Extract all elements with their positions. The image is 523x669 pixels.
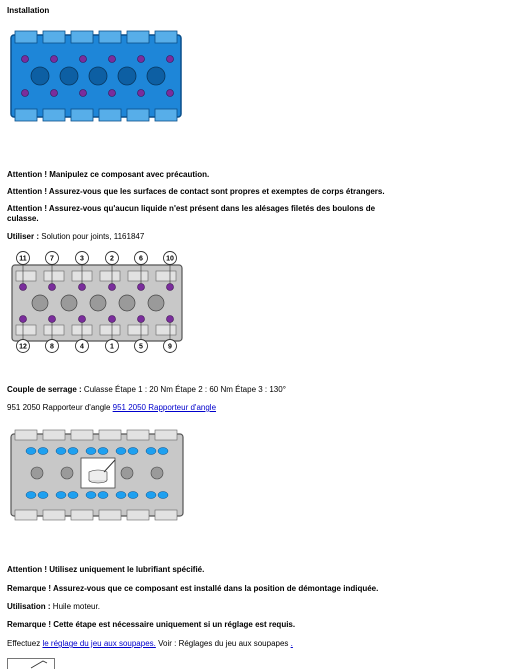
bolt-label-bottom-1: 12 — [19, 343, 27, 351]
final-suffix-link[interactable]: . — [290, 639, 293, 648]
bolt-label-bottom-4: 1 — [110, 343, 114, 351]
tool-figure-partial — [7, 657, 55, 669]
bolt-label-top-5: 6 — [139, 255, 143, 263]
bolt-label-top-2: 7 — [50, 255, 54, 263]
usage-line — [7, 602, 100, 612]
bolt-label-bottom-2: 8 — [50, 343, 54, 351]
use-sealant-line — [7, 232, 144, 242]
warning-clean-surfaces: Attention ! Assurez-vous que les surfaces de contact sont propres et exemptes de corps étrangers. — [7, 187, 385, 196]
usage-label: Utilisation : — [7, 602, 51, 611]
tool-line — [7, 403, 216, 413]
torque-label: Couple de serrage : — [7, 385, 82, 394]
use-value: Solution pour joints, 1161847 — [41, 232, 145, 241]
torque-value: Culasse Étape 1 : 20 Nm Étape 2 : 60 Nm Étape 3 : 130° — [83, 385, 286, 394]
bolt-label-bottom-6: 9 — [168, 343, 172, 351]
bolt-label-top-1: 11 — [19, 255, 27, 263]
use-label: Utiliser : — [7, 232, 40, 241]
section-title: Installation — [7, 6, 50, 15]
bolt-label-bottom-5: 5 — [139, 343, 143, 351]
tightening-sequence-figure — [7, 251, 187, 355]
torque-line — [7, 385, 286, 395]
bolt-label-top-3: 3 — [80, 255, 84, 263]
valve-clearance-link[interactable]: le réglage du jeu aux soupapes. — [42, 639, 156, 648]
warning-lubricant: Attention ! Utilisez uniquement le lubrifiant spécifié. — [7, 565, 205, 574]
remark-adjustment-only: Remarque ! Cette étape est nécessaire uniquement si un réglage est requis. — [7, 620, 296, 629]
cylinder-head-blue-figure — [7, 29, 187, 123]
tool-link[interactable]: 951 2050 Rapporteur d'angle — [112, 403, 217, 412]
usage-value: Huile moteur. — [52, 602, 100, 611]
final-prefix: Effectuez — [7, 639, 41, 648]
final-instruction — [7, 639, 293, 649]
final-middle: Voir : Réglages du jeu aux soupapes — [158, 639, 289, 648]
tool-text: 951 2050 Rapporteur d'angle — [7, 403, 111, 412]
bolt-label-top-6: 10 — [166, 255, 174, 263]
remark-install-position: Remarque ! Assurez-vous que ce composant est installé dans la position de démontage indiquée. — [7, 584, 379, 593]
warning-handle-with-care: Attention ! Manipulez ce composant avec précaution. — [7, 170, 210, 179]
bolt-label-top-4: 2 — [110, 255, 114, 263]
bolt-label-bottom-3: 4 — [80, 343, 84, 351]
lubrication-figure — [7, 428, 187, 522]
warning-no-liquid: Attention ! Assurez-vous qu'aucun liquide n'est présent dans les alésages filetés des boulons de culasse. — [7, 204, 376, 223]
